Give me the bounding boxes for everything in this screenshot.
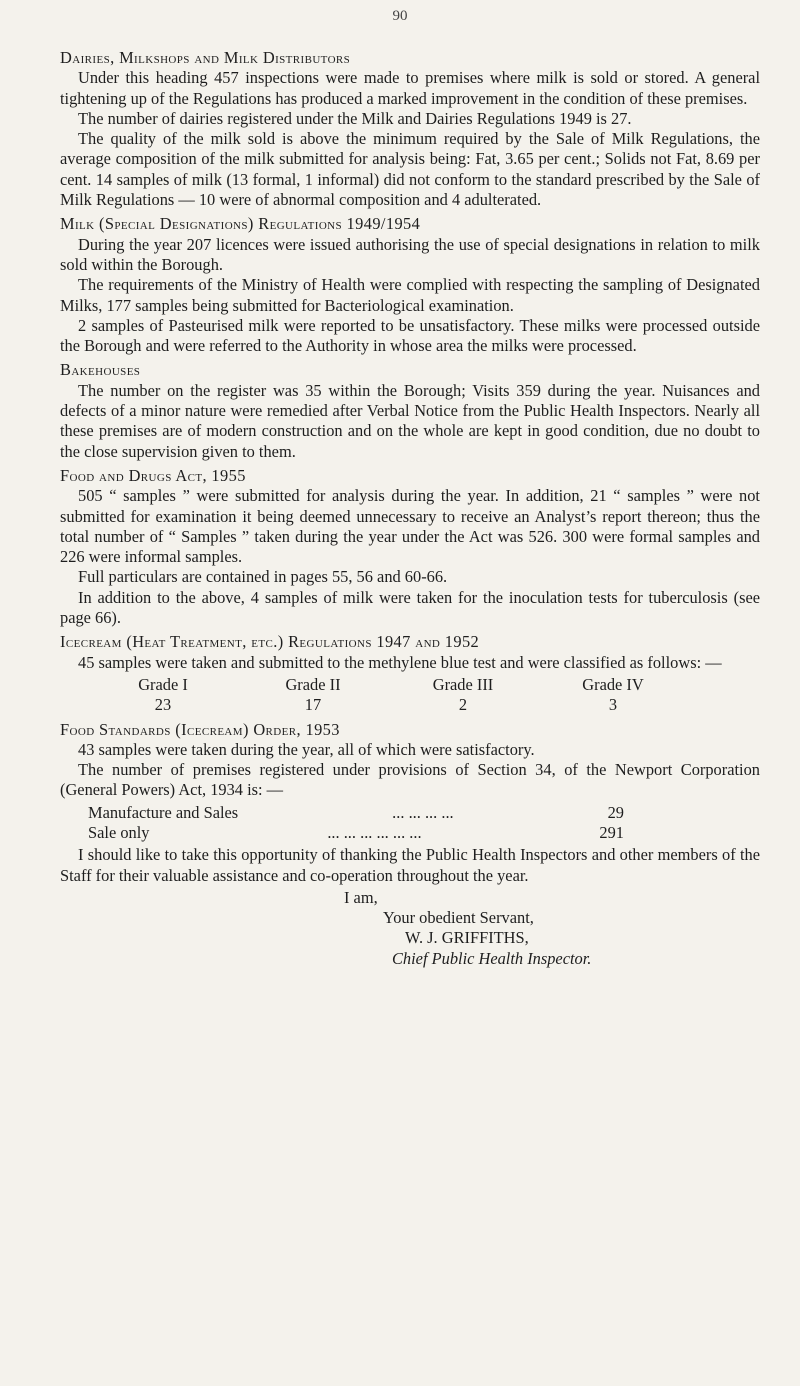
grade-value: 23 — [154, 695, 172, 715]
food-standards-heading: Food Standards (Icecream) Order, 1953 — [60, 719, 340, 739]
food-drugs-heading: Food and Drugs Act, 1955 — [60, 465, 246, 485]
icecream-heading: Icecream (Heat Treatment, etc.) Regulations 1947 and 1952 — [60, 632, 480, 652]
closing-paragraph: I should like to take this opportunity of thanking the Public Health Inspectors and other members of the Staff for their valuable assistance and co-operation throughout the year. — [60, 845, 760, 885]
page-number: 90 — [392, 8, 408, 24]
dairies-heading: Dairies, Milkshops and Milk Distributors — [60, 48, 351, 67]
grade-label: Grade I — [138, 674, 188, 694]
signatory-name: W. J. GRIFFITHS, — [405, 928, 529, 948]
list-item-value: 29 — [607, 802, 624, 822]
list-item — [88, 803, 624, 823]
food-drugs-paragraph-3: In addition to the above, 4 samples of milk were taken for the inoculation tests for tuberculosis (see page 66). — [60, 587, 760, 628]
food-drugs-paragraph-2: Full particulars are contained in pages 55, 56 and 60-66. — [78, 567, 448, 587]
grade-label: Grade IV — [582, 674, 644, 694]
icecream-paragraph-1: 45 samples were taken and submitted to the methylene blue test and were classified as follows: — — [78, 652, 722, 672]
bakehouses-heading: Bakehouses — [60, 360, 141, 380]
food-drugs-paragraph-1: 505 “ samples ” were submitted for analysis during the year. In addition, 21 “ samples ” were not submitted for examination it being deemed unnecessary to receive an Analyst’s report thereon; thus the total number of “ Samples ” taken during the year under the Act was 526. 300 were formal samples and 226 were informal samples. — [60, 486, 760, 567]
food-standards-paragraph-2: The number of premises registered under provisions of Section 34, of the Newport Corporation (General Powers) Act, 1934 is: — — [60, 760, 760, 800]
list-item-label: Manufacture and Sales — [88, 802, 239, 822]
dairies-paragraph-1: Under this heading 457 inspections were made to premises where milk is sold or stored. A general tightening up of the Regulations has produced a marked improvement in the condition of these premises. — [60, 68, 760, 108]
premises-list — [88, 803, 624, 844]
signoff-line-2: Your obedient Servant, — [383, 908, 534, 928]
dairies-paragraph-2: The number of dairies registered under the Milk and Dairies Regulations 1949 is 27. — [78, 108, 632, 128]
grade-value: 17 — [304, 695, 322, 715]
milk-special-paragraph-2: The requirements of the Ministry of Health were complied with respecting the sampling of Designated Milks, 177 samples being submitted for Bacteriological examination. — [60, 275, 760, 315]
list-item-leader: ... ... ... ... — [392, 802, 454, 822]
milk-special-heading: Milk (Special Designations) Regulations 1949/1954 — [60, 214, 421, 234]
grade-label: Grade II — [285, 674, 341, 694]
grade-value: 3 — [608, 695, 618, 715]
grade-label: Grade III — [432, 674, 494, 694]
list-item — [88, 823, 624, 843]
signoff-line-1: I am, — [344, 887, 378, 907]
list-item-value: 291 — [599, 822, 624, 842]
dairies-paragraph-3: The quality of the milk sold is above the minimum required by the Sale of Milk Regulations, the average composition of the milk submitted for analysis being: Fat, 3.65 per cent.; Solids not Fat, 8.69 per cent. 14 samples of milk (13 formal, 1 informal) did not conform to the standard prescribed by the Sale of Milk Regulations — 10 were of abnormal composition and 4 adulterated. — [60, 129, 760, 210]
list-item-leader: ... ... ... ... ... ... — [327, 822, 422, 842]
signatory-title: Chief Public Health Inspector. — [392, 948, 592, 968]
signoff — [60, 888, 760, 969]
list-item-label: Sale only — [88, 822, 150, 842]
milk-special-paragraph-1: During the year 207 licences were issued authorising the use of special designations in relation to milk sold within the Borough. — [60, 234, 760, 274]
food-standards-paragraph-1: 43 samples were taken during the year, all of which were satisfactory. — [78, 739, 535, 759]
grade-table — [88, 675, 760, 716]
bakehouses-paragraph-1: The number on the register was 35 within the Borough; Visits 359 during the year. Nuisances and defects of a minor nature were remedied after Verbal Notice from the Public Health Inspectors. Nearly all these premises are of modern construction and on the whole are kept in good condition, due no doubt to the close supervision given to them. — [60, 380, 760, 461]
grade-value: 2 — [458, 695, 468, 715]
page-content — [60, 44, 760, 969]
milk-special-paragraph-3: 2 samples of Pasteurised milk were reported to be unsatisfactory. These milks were processed outside the Borough and were referred to the Authority in whose area the milks were processed. — [60, 315, 760, 356]
